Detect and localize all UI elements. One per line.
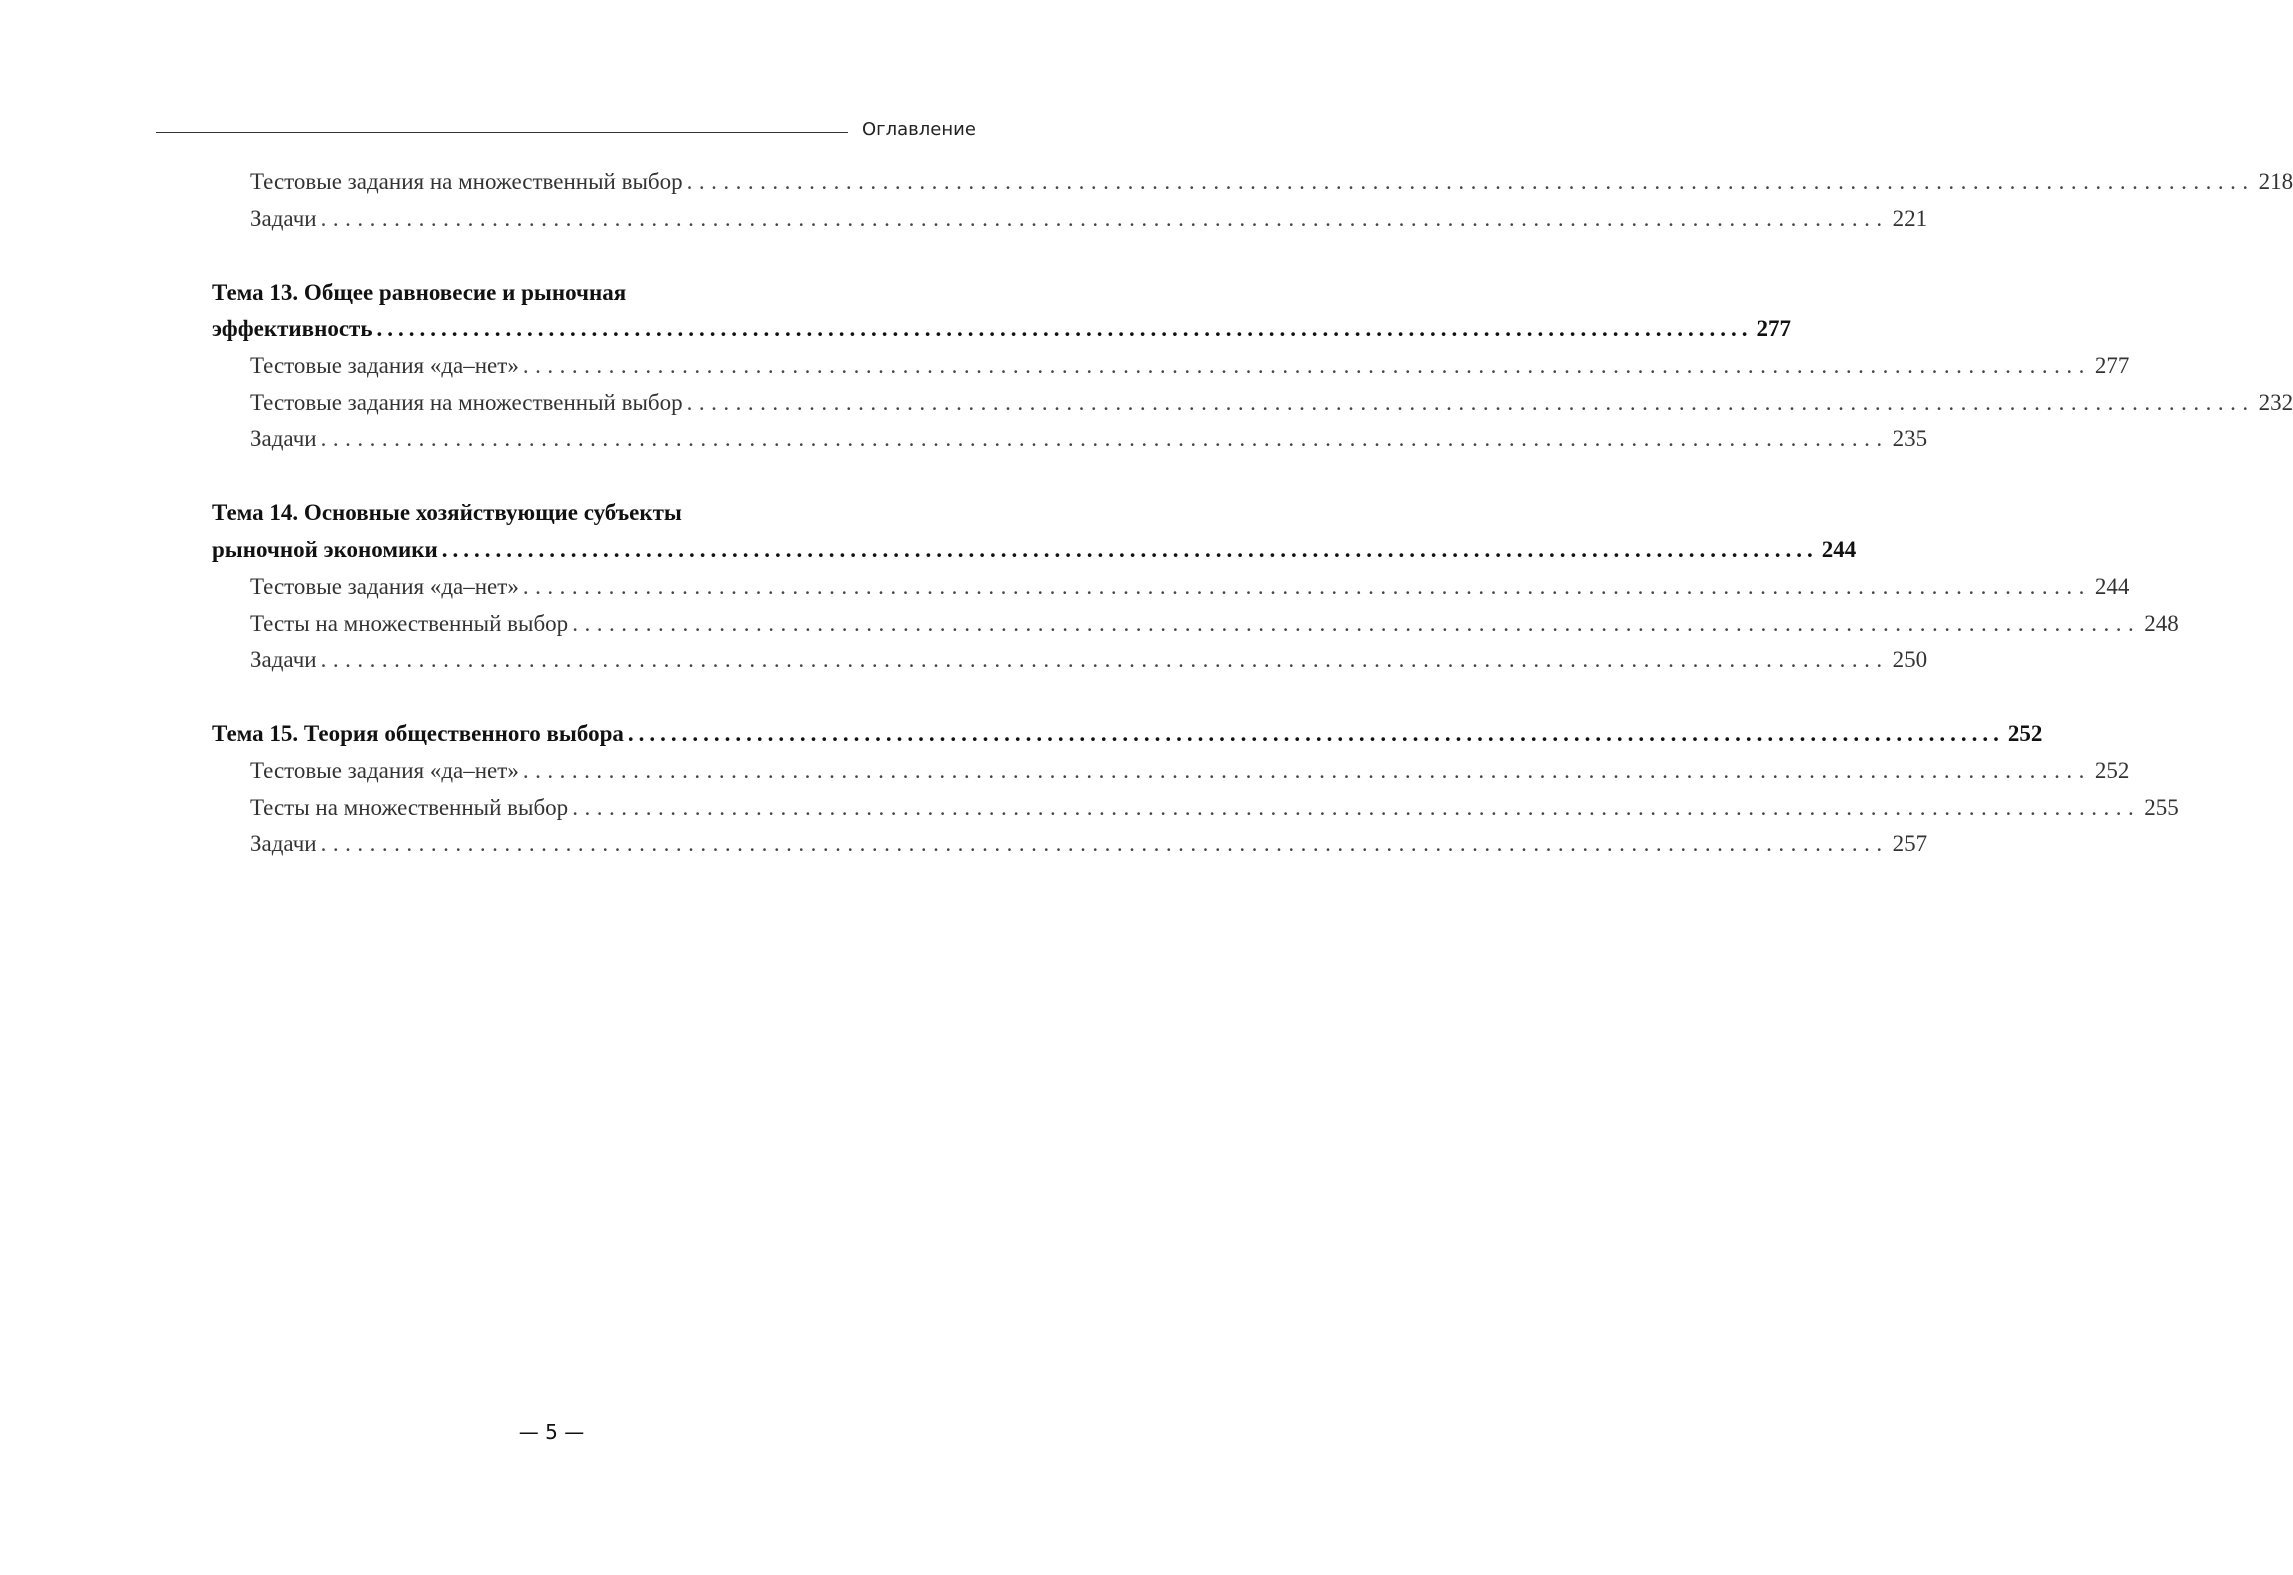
toc-topic-title-line1: Тема 13. Общее равновесие и рыночная bbox=[212, 280, 627, 305]
dot-leader: ................................................................................................................................ bbox=[627, 721, 2004, 746]
toc-topic-title-line2: эффективность bbox=[212, 316, 373, 341]
dot-leader: ................................................................................................................................ bbox=[441, 537, 1818, 562]
toc-topic-title-line2: рыночной экономики bbox=[212, 537, 438, 562]
toc-topic-title-line1: Тема 14. Основные хозяйствующие субъекты bbox=[212, 500, 682, 525]
toc-topic-page: 277 bbox=[1756, 316, 1791, 341]
toc-topic-heading bbox=[212, 278, 956, 308]
toc-entry-page: 255 bbox=[2144, 795, 2179, 820]
toc-entry[interactable] bbox=[250, 756, 2130, 786]
toc-entry[interactable] bbox=[250, 572, 2130, 602]
toc-topic-entry[interactable] bbox=[212, 719, 2043, 749]
toc-entry-title: Тестовые задания «да–нет» bbox=[250, 574, 519, 599]
toc-entry[interactable] bbox=[250, 167, 2293, 197]
toc-topic-heading bbox=[212, 498, 956, 528]
running-header-title: Оглавление bbox=[862, 119, 976, 140]
dot-leader: ................................................................................................................................ bbox=[320, 647, 1889, 672]
dot-leader: ................................................................................................................................ bbox=[686, 169, 2255, 194]
toc-entry-page: 235 bbox=[1892, 426, 1928, 451]
toc-entry-title: Тестовые задания «да–нет» bbox=[250, 353, 519, 378]
dot-leader: ................................................................................................................................ bbox=[320, 426, 1889, 451]
toc-entry-title: Задачи bbox=[250, 647, 317, 672]
dot-leader: ................................................................................................................................ bbox=[522, 353, 2091, 378]
toc-entry-page: 232 bbox=[2258, 390, 2293, 415]
toc-topic-title: Тема 15. Теория общественного выбора bbox=[212, 721, 624, 746]
dot-leader: ................................................................................................................................ bbox=[522, 758, 2091, 783]
toc-entry-title: Тестовые задания «да–нет» bbox=[250, 758, 519, 783]
toc-entry-title: Задачи bbox=[250, 831, 317, 856]
toc-entry-title: Задачи bbox=[250, 426, 317, 451]
toc-topic-page: 252 bbox=[2007, 721, 2043, 746]
toc-entry[interactable] bbox=[250, 793, 2179, 823]
running-header bbox=[0, 118, 1103, 148]
toc-entry[interactable] bbox=[250, 351, 2130, 381]
toc-entry[interactable] bbox=[250, 829, 1928, 859]
toc-entry-page: 218 bbox=[2258, 169, 2293, 194]
toc-entry-page: 250 bbox=[1892, 647, 1928, 672]
toc-topic-entry[interactable] bbox=[212, 314, 1791, 344]
toc-topic-page: 244 bbox=[1821, 537, 1857, 562]
dot-leader: ................................................................................................................................ bbox=[572, 795, 2141, 820]
toc-entry-page: 277 bbox=[2094, 353, 2130, 378]
toc-entry[interactable] bbox=[250, 609, 2179, 639]
toc-entry-page: 252 bbox=[2094, 758, 2130, 783]
toc-entry-page: 257 bbox=[1892, 831, 1928, 856]
toc-entry-page: 221 bbox=[1892, 206, 1928, 231]
dot-leader: ................................................................................................................................ bbox=[522, 574, 2091, 599]
dot-leader: ................................................................................................................................ bbox=[686, 390, 2255, 415]
toc-entry[interactable] bbox=[250, 645, 1928, 675]
toc-entry[interactable] bbox=[250, 388, 2293, 418]
toc-entry-title: Задачи bbox=[250, 206, 317, 231]
toc-entry-title: Тестовые задания на множественный выбор bbox=[250, 169, 683, 194]
header-rule bbox=[156, 132, 848, 133]
toc-entry[interactable] bbox=[250, 204, 1928, 234]
dot-leader: ................................................................................................................................ bbox=[320, 831, 1889, 856]
toc-entry-page: 244 bbox=[2094, 574, 2130, 599]
toc-topic-entry[interactable] bbox=[212, 535, 1857, 565]
toc-entry-title: Тесты на множественный выбор bbox=[250, 611, 569, 636]
toc-entry-page: 248 bbox=[2144, 611, 2179, 636]
toc-entry-title: Тесты на множественный выбор bbox=[250, 795, 569, 820]
toc-entry[interactable] bbox=[250, 424, 1928, 454]
page-number: — 5 — bbox=[518, 1420, 585, 1444]
dot-leader: ................................................................................................................................ bbox=[320, 206, 1889, 231]
dot-leader: ................................................................................................................................ bbox=[572, 611, 2141, 636]
dot-leader: ................................................................................................................................ bbox=[376, 316, 1753, 341]
toc-entry-title: Тестовые задания на множественный выбор bbox=[250, 390, 683, 415]
